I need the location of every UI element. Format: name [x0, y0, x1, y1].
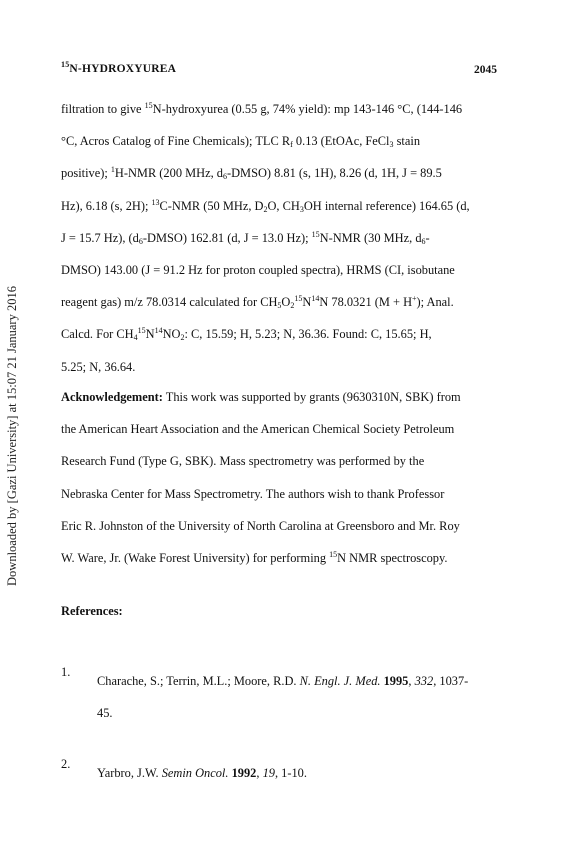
reference-volume: 332 [414, 674, 434, 688]
sup: 14 [154, 326, 163, 336]
text: ); Anal. [416, 295, 454, 310]
text: , 1-10. [274, 766, 307, 780]
text: O [281, 295, 291, 310]
ack-line-1 [61, 381, 499, 413]
reference-number: 2. [61, 757, 71, 771]
text: - [425, 230, 430, 245]
text: -DMSO) 8.81 (s, 1H), 8.26 (d, 1H, J = 89.5 [226, 166, 442, 181]
text: N-hydroxyurea (0.55 g, 74% yield): mp 143-146 °C, (144-146 [152, 102, 463, 116]
sub: 5 [277, 301, 282, 311]
body-line-3 [61, 157, 499, 189]
reference-year: 1995 [380, 674, 409, 688]
sub: 6 [421, 236, 426, 246]
journal-name: Semin Oncol. [161, 766, 229, 780]
reference-volume: 19 [262, 766, 275, 780]
reference-year: 1992 [228, 766, 257, 780]
text: Calcd. For CH [61, 327, 134, 342]
body-line-5 [61, 222, 499, 254]
text: N 78.0321 (M + H [319, 295, 413, 310]
text: stain [393, 134, 421, 149]
text: 45. [97, 706, 113, 721]
sup: 15 [329, 549, 338, 559]
sub: 2 [263, 204, 268, 214]
body-line-1 [61, 93, 499, 125]
sub: 2 [180, 333, 185, 343]
journal-name: N. Engl. J. Med. [299, 674, 381, 688]
text: NO [162, 327, 181, 342]
text: Charache, S.; Terrin, M.L.; Moore, R.D. [97, 674, 300, 688]
text: H-NMR (200 MHz, d [114, 166, 223, 181]
reference-text [97, 757, 307, 789]
text: Yarbro, J.W. [97, 766, 162, 780]
text: N [145, 327, 155, 342]
body-line-9: 5.25; N, 36.64. [61, 359, 136, 374]
text: 0.13 (EtOAc, FeCl [292, 134, 390, 149]
page-number: 2045 [474, 64, 497, 76]
sub: 6 [222, 172, 227, 182]
sub: 6 [138, 236, 143, 246]
body-line-7 [61, 286, 499, 318]
sub: 4 [133, 333, 138, 343]
ack-line-4: Nebraska Center for Mass Spectrometry. The authors wish to thank Professor [61, 486, 445, 501]
download-watermark: Downloaded by [Gazi University] at 15:07 21 January 2016 [5, 286, 19, 586]
text: positive); [61, 166, 111, 181]
running-title-text: N-HYDROXYUREA [69, 63, 177, 75]
experimental-paragraph [61, 93, 499, 383]
ack-line-6 [61, 542, 499, 574]
ack-line-3: Research Fund (Type G, SBK). Mass spectrometry was performed by the [61, 454, 425, 469]
sub: f [290, 140, 293, 150]
body-line-4 [61, 190, 499, 222]
body-line-8 [61, 318, 499, 350]
sub: 3 [299, 204, 304, 214]
text: -DMSO) 162.81 (d, J = 13.0 Hz); [142, 230, 312, 245]
sub: 2 [290, 301, 295, 311]
text: , 1037- [433, 674, 469, 688]
text: This work was supported by grants (9630310N, SBK) from [162, 390, 461, 404]
reference-text [97, 665, 468, 729]
ack-line-5: Eric R. Johnston of the University of North Carolina at Greensboro and Mr. Roy [61, 518, 460, 533]
running-title-isotope: 15 [61, 60, 70, 69]
body-line-2 [61, 125, 499, 157]
text: °C, Acros Catalog of Fine Chemicals); TLC R [61, 134, 291, 149]
sup: 1 [110, 165, 115, 175]
sup: 15 [144, 101, 153, 110]
text: O, CH [267, 198, 300, 213]
text: W. Ware, Jr. (Wake Forest University) for performing [61, 550, 330, 565]
sup: 15 [311, 229, 320, 239]
text: , [408, 674, 415, 688]
text: N-NMR (30 MHz, d [319, 230, 422, 245]
text: filtration to give [61, 102, 145, 116]
sup: 15 [137, 326, 146, 336]
sup: 14 [311, 294, 320, 304]
acknowledgement-section [61, 381, 499, 574]
text: Hz), 6.18 (s, 2H); [61, 198, 152, 213]
running-title [61, 60, 177, 75]
sup: + [412, 294, 417, 304]
reference-number: 1. [61, 665, 71, 679]
text: reagent gas) m/z 78.0314 calculated for CH [61, 295, 278, 310]
body-line-6: DMSO) 143.00 (J = 91.2 Hz for proton coupled spectra), HRMS (CI, isobutane [61, 262, 455, 277]
text: C-NMR (50 MHz, D [159, 198, 264, 213]
text: , [256, 766, 263, 780]
sub: 3 [389, 140, 394, 150]
text: : C, 15.59; H, 5.23; N, 36.36. Found: C, 15.65; H, [184, 327, 432, 342]
text: OH internal reference) 164.65 (d, [303, 198, 470, 213]
text: N [302, 295, 312, 310]
references-heading: References: [61, 604, 123, 618]
ack-line-2: the American Heart Association and the American Chemical Society Petroleum [61, 422, 455, 437]
sup: 13 [151, 197, 160, 207]
sup: 15 [294, 294, 303, 304]
text: N NMR spectroscopy. [337, 550, 448, 565]
acknowledgement-heading: Acknowledgement: [61, 390, 163, 404]
text: J = 15.7 Hz), (d [61, 230, 139, 245]
